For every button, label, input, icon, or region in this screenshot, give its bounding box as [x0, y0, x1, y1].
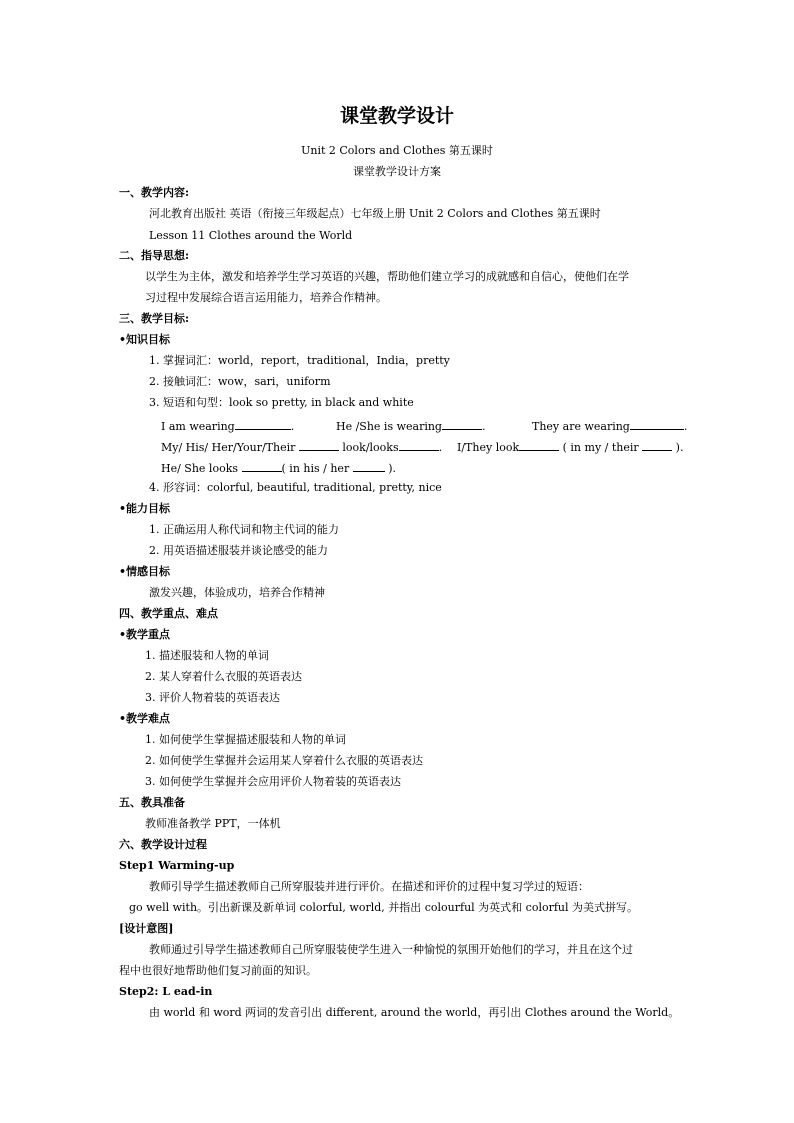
blank-line	[399, 439, 439, 451]
section-1-heading: 一、教学内容:	[119, 186, 190, 199]
step1-line-1: 教师引导学生描述教师自己所穿服装并进行评价。在描述和评价的过程中复习学过的短语：	[149, 880, 589, 893]
key-item-3: 3. 评价人物着装的英语表达	[145, 691, 280, 704]
s5-line: 教师准备教学 PPT，一体机	[145, 817, 281, 830]
pattern-he-she-wearing: He /She is wearing .	[336, 420, 486, 433]
pattern-he-she-looks: He/ She looks ( in his / her ).	[161, 462, 396, 475]
knowledge-item-3: 3. 短语和句型：look so pretty, in black and white	[149, 396, 414, 409]
ability-item-1: 1. 正确运用人称代词和物主代词的能力	[149, 523, 339, 536]
s1-line-1: 河北教育出版社 英语（衔接三年级起点）七年级上册 Unit 2 Colors and Clothes 第五课时	[149, 207, 601, 220]
section-4-heading: 四、教学重点、难点	[119, 607, 218, 620]
step1-heading: Step1 Warming-up	[119, 859, 235, 872]
blank-line	[519, 439, 559, 451]
s2-line-2: 习过程中发展综合语言运用能力，培养合作精神。	[145, 291, 387, 304]
intent-line-2: 程中也很好地帮助他们复习前面的知识。	[119, 964, 317, 977]
section-5-heading: 五、教具准备	[119, 796, 185, 809]
emotion-line: 激发兴趣，体验成功，培养合作精神	[149, 586, 325, 599]
blank-line	[353, 460, 385, 472]
blank-line	[299, 439, 339, 451]
design-intent-heading: [设计意图]	[119, 922, 174, 935]
pattern-they-wearing: They are wearing .	[532, 420, 688, 433]
key-item-1: 1. 描述服装和人物的单词	[145, 649, 269, 662]
step1-line-2: go well with。引出新课及新单词 colorful, world, 并指出 colourful 为英式和 colorful 为美式拼写。	[129, 901, 639, 914]
unit-subtitle: Unit 2 Colors and Clothes 第五课时	[301, 144, 493, 157]
pattern-i-they-look: I/They look ( in my / their ).	[457, 441, 684, 454]
knowledge-item-2: 2. 接触词汇：wow，sari，uniform	[149, 375, 331, 388]
knowledge-item-1: 1. 掌握词汇：world，report，traditional，India，pretty	[149, 354, 450, 367]
section-3-heading: 三、教学目标:	[119, 312, 190, 325]
blank-line	[242, 460, 282, 472]
blank-line	[442, 418, 482, 430]
difficult-points-heading: •教学难点	[119, 712, 171, 725]
difficult-item-3: 3. 如何使学生掌握并会应用评价人物着装的英语表达	[145, 775, 401, 788]
pattern-possessive-look: My/ His/ Her/Your/Their look/looks .	[161, 441, 443, 454]
step2-heading: Step2: L ead-in	[119, 985, 213, 998]
knowledge-goal-heading: •知识目标	[119, 333, 171, 346]
key-points-heading: •教学重点	[119, 628, 171, 641]
blank-line	[235, 418, 291, 430]
knowledge-item-4: 4. 形容词：colorful, beautiful, traditional, pretty, nice	[149, 481, 442, 494]
s2-line-1: 以学生为主体，激发和培养学生学习英语的兴趣，帮助他们建立学习的成就感和自信心，使他们在学	[145, 270, 629, 283]
difficult-item-1: 1. 如何使学生掌握描述服装和人物的单词	[145, 733, 346, 746]
pattern-i-am-wearing: I am wearing .	[161, 420, 295, 433]
ability-item-2: 2. 用英语描述服装并谈论感受的能力	[149, 544, 328, 557]
emotion-goal-heading: •情感目标	[119, 565, 171, 578]
page-title: 课堂教学设计	[339, 105, 454, 127]
section-2-heading: 二、指导思想:	[119, 249, 190, 262]
section-6-heading: 六、教学设计过程	[119, 838, 207, 851]
step2-line-1: 由 world 和 word 两词的发音引出 different, around the world，再引出 Clothes around the World。	[149, 1006, 680, 1019]
plan-label: 课堂教学设计方案	[353, 165, 441, 178]
blank-line	[630, 418, 684, 430]
ability-goal-heading: •能力目标	[119, 502, 171, 515]
blank-line	[642, 439, 672, 451]
key-item-2: 2. 某人穿着什么衣服的英语表达	[145, 670, 302, 683]
difficult-item-2: 2. 如何使学生掌握并会运用某人穿着什么衣服的英语表达	[145, 754, 423, 767]
s1-line-2: Lesson 11 Clothes around the World	[149, 229, 353, 242]
intent-line-1: 教师通过引导学生描述教师自己所穿服装使学生进入一种愉悦的氛围开始他们的学习，并且在这个过	[149, 943, 633, 956]
